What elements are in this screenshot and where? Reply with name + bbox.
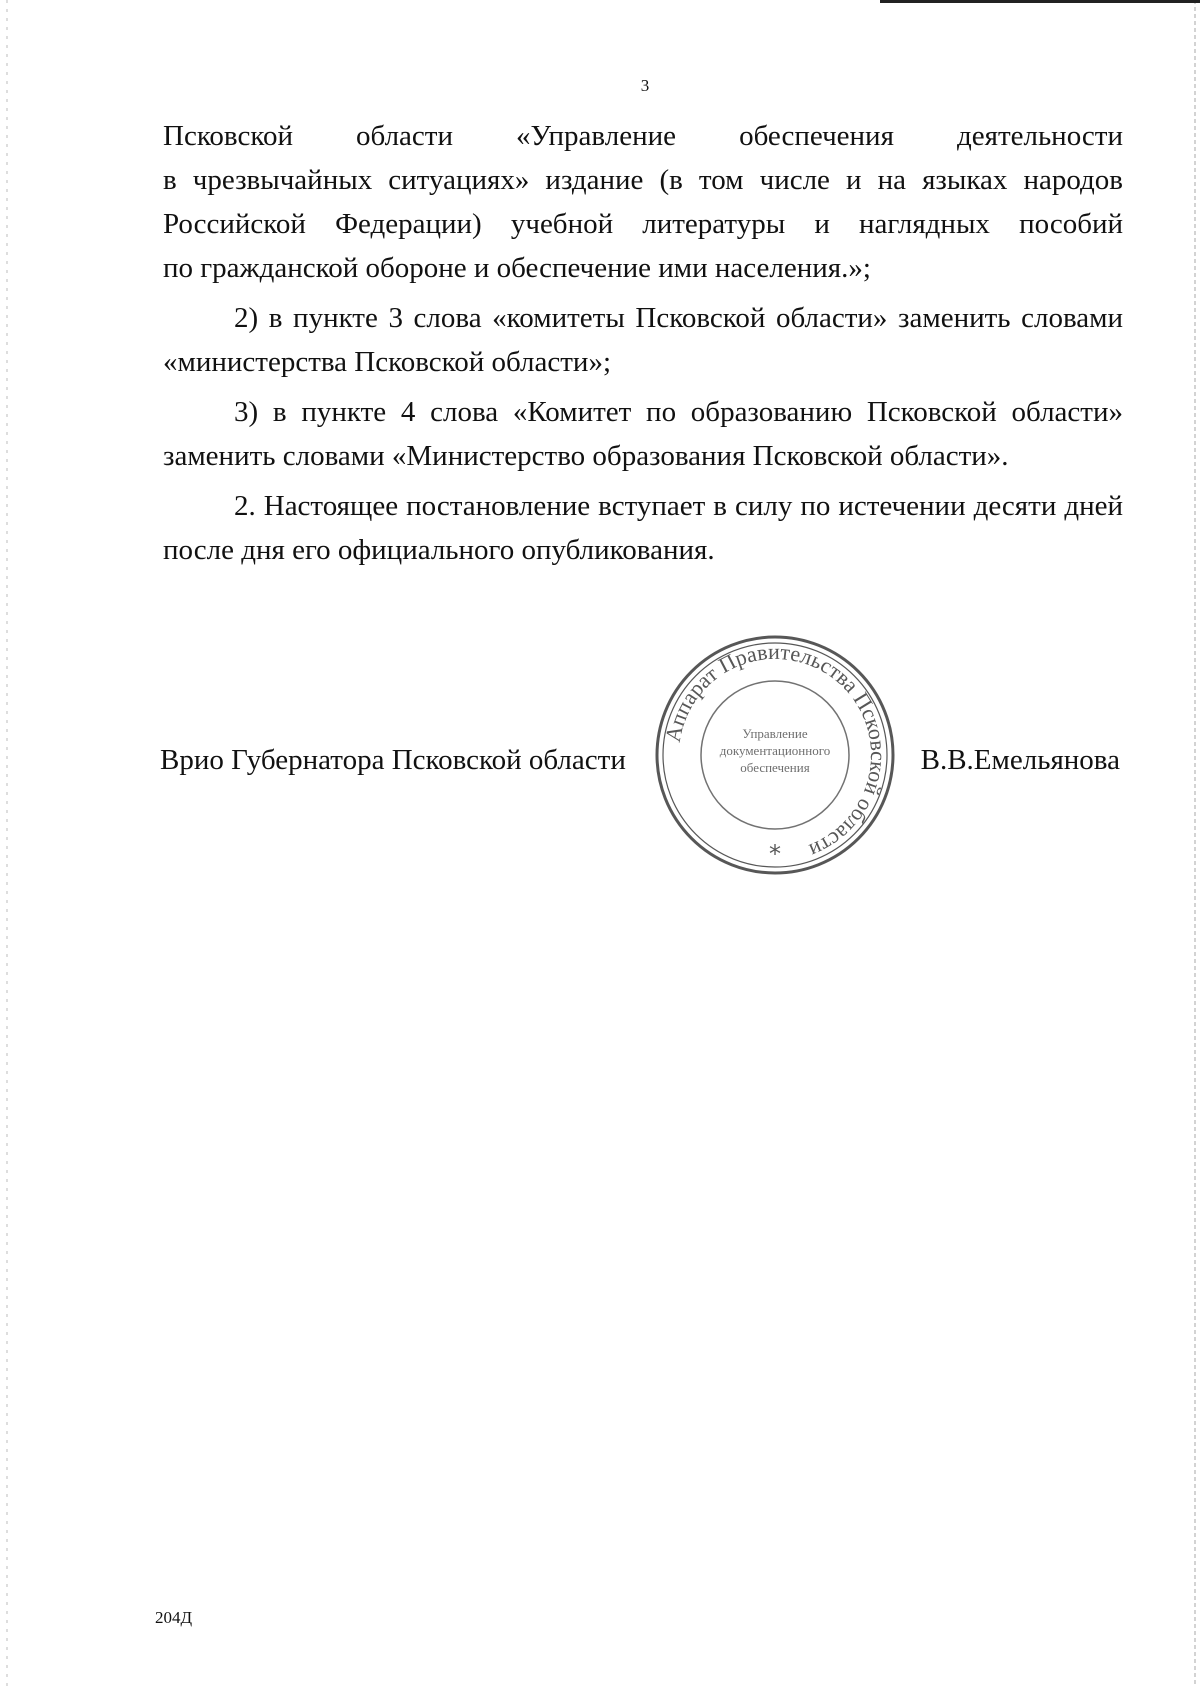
seal-inner-line: обеспечения: [740, 760, 810, 775]
amendment-item-2: 2) в пункте 3 слова «комитеты Псковской области» заменить словами «министерства Псковской области»;: [163, 302, 1123, 378]
amendment-item-3: 3) в пункте 4 слова «Комитет по образованию Псковской области» заменить словами «Министерство образования Псковской области».: [163, 396, 1123, 472]
body-line: Российской Федерации) учебной литературы и наглядных пособий: [163, 208, 1123, 240]
document-body: [163, 114, 1123, 572]
seal-inner-line: документационного: [719, 743, 831, 758]
seal-outer-text: Аппарат Правительства Псковской области: [659, 638, 892, 864]
page-edge-right: [1194, 0, 1196, 1686]
page-edge-left: [6, 0, 8, 1686]
document-code: 204Д: [155, 1608, 193, 1627]
body-line: в чрезвычайных ситуациях» издание (в том числе и на языках народов: [163, 164, 1123, 196]
effective-date-clause: 2. Настоящее постановление вступает в силу по истечении десяти дней после дня его официального опубликования.: [163, 490, 1123, 566]
body-line: Псковской области «Управление обеспечения деятельности: [163, 120, 1123, 152]
signatory-name: В.В.Емельянова: [920, 744, 1120, 776]
seal-inner-line: Управление: [742, 726, 808, 741]
body-line: по гражданской обороне и обеспечение ими населения.»;: [163, 252, 871, 284]
top-scan-line: [880, 0, 1200, 3]
page-number: 3: [640, 76, 650, 95]
seal-inner-text: [705, 725, 845, 776]
seal-star: *: [769, 840, 781, 868]
official-seal: [650, 630, 900, 880]
signatory-position: Врио Губернатора Псковской области: [160, 744, 626, 776]
